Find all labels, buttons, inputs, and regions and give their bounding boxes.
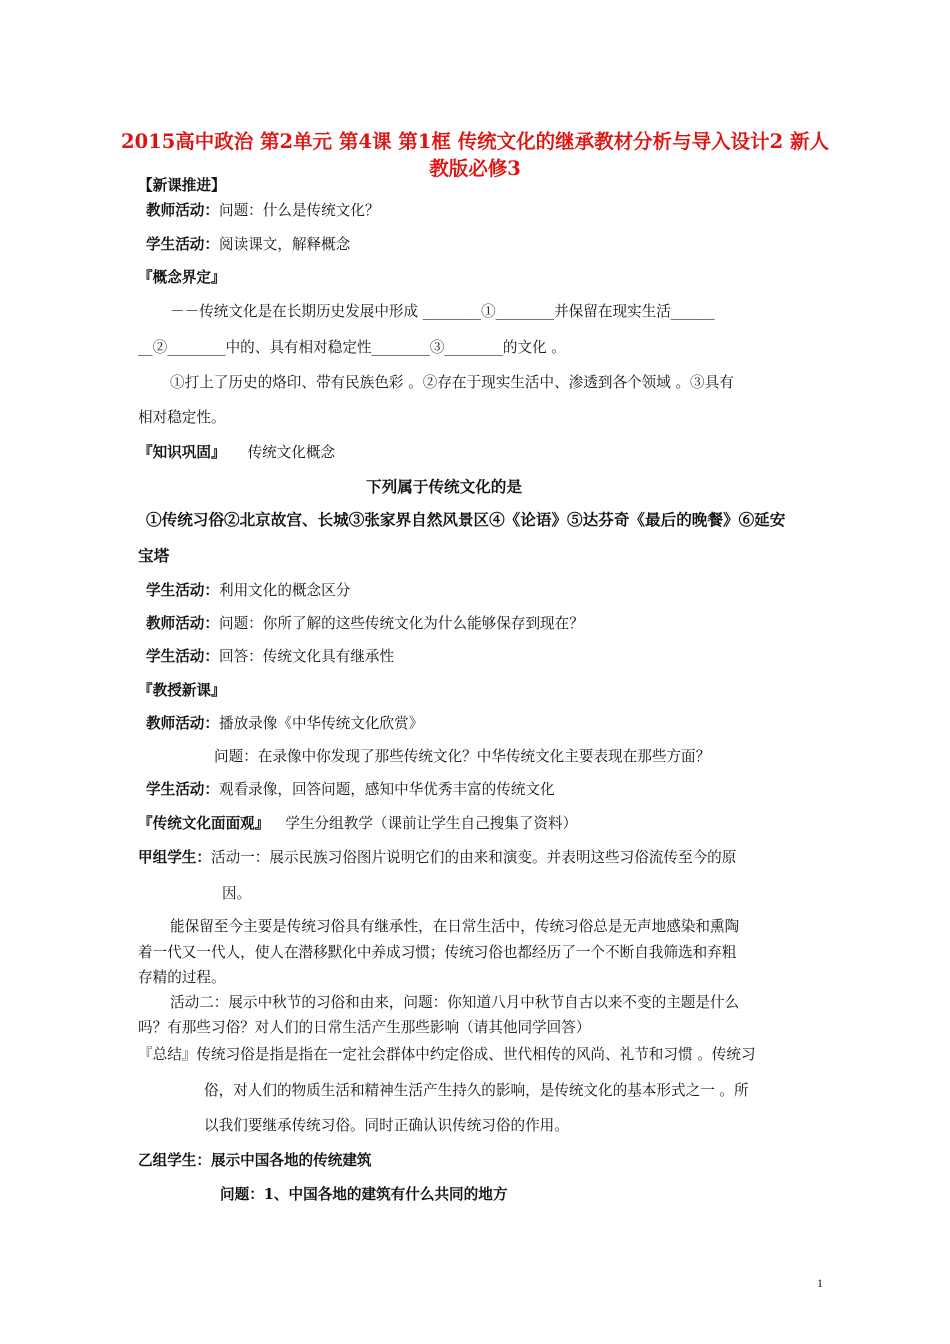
paragraph-1-line-3: 存精的过程。: [138, 969, 226, 986]
activity-label: 教师活动：: [146, 202, 219, 219]
activity-text: 问题：什么是传统文化？: [218, 202, 380, 219]
concept-definition-line-1: －－传统文化是在长期历史发展中形成 ________①________并保留在现实生活______: [170, 303, 715, 320]
section-heading-concept: 『概念界定』: [138, 269, 226, 286]
teacher-question-line: 问题：在录像中你发现了那些传统文化？中华传统文化主要表现在那些方面？: [214, 748, 711, 765]
page-number: 1: [817, 1276, 823, 1290]
activity-label: 学生活动：: [146, 648, 219, 665]
concept-answer-line-1: ①打上了历史的烙印、带有民族色彩 。②存在于现实生活中、渗透到各个领域 。③具有: [170, 374, 734, 391]
section-traditional-culture-overview: [138, 814, 577, 834]
summary-line-1: 『总结』传统习俗是指是指在一定社会群体中约定俗成、世代相传的风尚、礼节和习惯 。传统习: [138, 1046, 756, 1063]
activity-label: 学生活动：: [146, 236, 219, 253]
activity-text: 利用文化的概念区分: [218, 582, 351, 599]
student-activity-line: [146, 235, 350, 255]
activity-label: 学生活动：: [146, 582, 219, 599]
activity-text: 阅读课文，解释概念: [218, 236, 351, 253]
group-b-heading: 乙组学生：展示中国各地的传统建筑: [138, 1152, 372, 1169]
question-options-line-2: 宝塔: [138, 546, 170, 565]
concept-definition-line-2: __②________中的、具有相对稳定性________③________的文化 。: [138, 339, 566, 356]
section-heading-new-lesson: 【新课推进】: [138, 177, 226, 194]
section-text: 学生分组教学（课前让学生自己搜集了资料）: [285, 815, 578, 832]
activity-text: 观看录像，回答问题，感知中华优秀丰富的传统文化: [218, 781, 555, 798]
activity-text: 播放录像《中华传统文化欣赏》: [218, 715, 424, 732]
question-heading: 下列属于传统文化的是: [366, 477, 522, 496]
activity-text: 问题：你所了解的这些传统文化为什么能够保存到现在？: [218, 615, 584, 632]
activity-label: 学生活动：: [146, 781, 219, 798]
group-text: 活动一：展示民族习俗图片说明它们的由来和演变。并表明这些习俗流传至今的原: [210, 849, 737, 866]
activity-text: 回答：传统文化具有继承性: [218, 648, 395, 665]
summary-line-3: 以我们要继承传统习俗。同时正确认识传统习俗的作用。: [204, 1117, 569, 1134]
teacher-activity-line: [146, 614, 584, 634]
activity-label: 教师活动：: [146, 615, 219, 632]
student-activity-line: [146, 581, 350, 601]
section-heading-new-teaching: 『教授新课』: [138, 682, 226, 699]
paragraph-2-line-2: 吗？有那些习俗？对人们的日常生活产生那些影响（请其他同学回答）: [138, 1019, 591, 1036]
group-label: 甲组学生：: [138, 849, 211, 866]
group-a-activity-line-2: 因。: [222, 885, 252, 902]
concept-answer-line-2: 相对稳定性。: [138, 409, 226, 426]
paragraph-1-line-2: 着一代又一代人，使人在潜移默化中养成习惯；传统习俗也都经历了一个不断自我筛选和弃粗: [138, 944, 737, 961]
paragraph-2-line-1: 活动二：展示中秋节的习俗和由来，问题：你知道八月中秋节自古以来不变的主题是什么: [170, 994, 740, 1011]
summary-line-2: 俗，对人们的物质生活和精神生活产生持久的影响，是传统文化的基本形式之一 。所: [204, 1082, 749, 1099]
teacher-activity-line: [146, 201, 380, 221]
document-title: 2015高中政治 第2单元 第4课 第1框 传统文化的继承教材分析与导入设计2 新人教版必修3: [121, 130, 829, 180]
group-a-activity-line: [138, 848, 736, 868]
knowledge-consolidation-line: [138, 443, 335, 463]
section-label: 『知识巩固』: [138, 444, 226, 461]
question-options-line-1: ①传统习俗②北京故宫、长城③张家界自然风景区④《论语》⑤达芬奇《最后的晚餐》⑥延安: [146, 510, 786, 529]
activity-label: 教师活动：: [146, 715, 219, 732]
paragraph-1-line-1: 能保留至今主要是传统习俗具有继承性，在日常生活中，传统习俗总是无声地感染和熏陶: [170, 918, 740, 935]
student-activity-line: [146, 780, 555, 800]
section-label: 『传统文化面面观』: [138, 815, 270, 832]
student-activity-line: [146, 647, 394, 667]
teacher-activity-line: [146, 714, 423, 734]
section-text: 传统文化概念: [247, 444, 336, 461]
group-b-question: 问题：1、中国各地的建筑有什么共同的地方: [220, 1186, 508, 1203]
